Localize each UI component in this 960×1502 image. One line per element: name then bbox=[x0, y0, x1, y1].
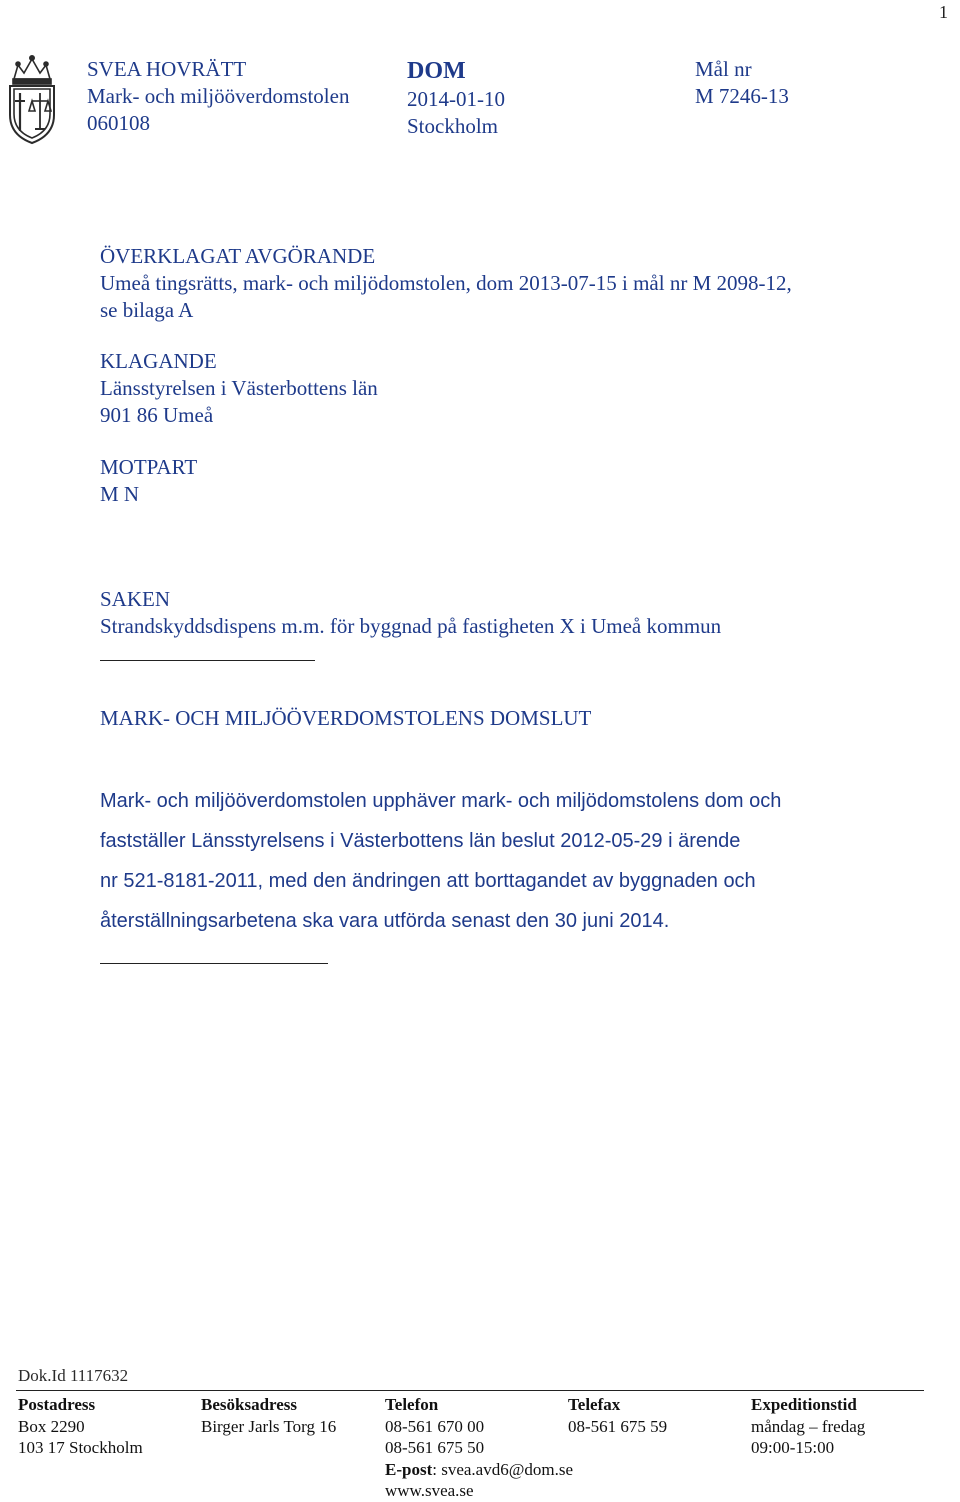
verdict-line: fastställer Länsstyrelsens i Västerbottens län beslut 2012-05-29 i ärende bbox=[100, 830, 741, 852]
footer-hours-days bbox=[751, 1416, 879, 1438]
footer-label: Expeditionstid bbox=[751, 1395, 857, 1414]
divider bbox=[100, 660, 315, 661]
divider bbox=[100, 963, 328, 964]
section-heading: MOTPART bbox=[100, 455, 198, 479]
section-text: Länsstyrelsen i Västerbottens län bbox=[100, 376, 378, 400]
case-label: Mål nr bbox=[695, 57, 752, 81]
footer-value: 08-561 675 50 bbox=[385, 1438, 485, 1457]
footer-label: Postadress bbox=[18, 1395, 96, 1414]
footer-phone bbox=[385, 1394, 573, 1502]
verdict-title: MARK- OCH MILJÖÖVERDOMSTOLENS DOMSLUT bbox=[100, 706, 592, 730]
court-code: 060108 bbox=[87, 111, 150, 135]
document-header bbox=[407, 56, 505, 140]
section-text: Umeå tingsrätts, mark- och miljödomstolen, dom 2013-07-15 i mål nr M 2098-12, bbox=[100, 271, 792, 295]
section-text: Strandskyddsdispens m.m. för byggnad på fastigheten X i Umeå kommun bbox=[100, 614, 722, 638]
email-link[interactable]: svea.avd6@dom.se bbox=[441, 1459, 574, 1479]
footer-label: Besöksadress bbox=[201, 1395, 298, 1414]
footer-value: 08-561 675 59 bbox=[568, 1416, 668, 1436]
document-id: Dok.Id 1117632 bbox=[18, 1366, 129, 1385]
section-counterparty bbox=[100, 454, 197, 508]
verdict-line: återställningsarbetena ska vara utförda senast den 30 juni 2014. bbox=[100, 910, 670, 932]
website-link[interactable]: www.svea.se bbox=[385, 1481, 474, 1500]
verdict-text bbox=[100, 781, 860, 941]
case-header bbox=[695, 56, 789, 110]
section-appealed bbox=[100, 243, 792, 324]
footer-hours bbox=[751, 1394, 879, 1459]
footer-email: E-post: svea.avd6@dom.se bbox=[385, 1459, 574, 1479]
footer-value: 103 17 Stockholm bbox=[18, 1438, 143, 1457]
hours-dash: – bbox=[809, 1416, 818, 1436]
document-date: 2014-01-10 bbox=[407, 87, 505, 111]
court-crest-icon bbox=[2, 53, 62, 147]
court-division: Mark- och miljööverdomstolen bbox=[87, 84, 350, 108]
footer-divider bbox=[16, 1390, 924, 1391]
verdict-line: nr 521-8181-2011, med den ändringen att borttagandet av byggnaden och bbox=[100, 870, 756, 892]
footer-value: Box 2290 bbox=[18, 1416, 85, 1436]
hours-to: fredag bbox=[821, 1416, 866, 1436]
footer-label: Telefax bbox=[568, 1395, 621, 1414]
section-heading: KLAGANDE bbox=[100, 349, 217, 373]
court-header bbox=[87, 56, 349, 137]
footer-label: Telefon bbox=[385, 1395, 439, 1414]
document-type: DOM bbox=[407, 58, 466, 84]
section-heading: ÖVERKLAGAT AVGÖRANDE bbox=[100, 244, 376, 268]
verdict-line: Mark- och miljööverdomstolen upphäver mark- och miljödomstolens dom och bbox=[100, 790, 782, 812]
footer-value: 09:00-15:00 bbox=[751, 1438, 835, 1457]
case-number: M 7246-13 bbox=[695, 84, 789, 108]
footer-value: Birger Jarls Torg 16 bbox=[201, 1416, 337, 1436]
email-label: E-post bbox=[385, 1459, 433, 1479]
document-city: Stockholm bbox=[407, 114, 499, 138]
footer-fax bbox=[568, 1394, 667, 1437]
page-number: 1 bbox=[939, 2, 948, 22]
footer-value: 08-561 670 00 bbox=[385, 1416, 485, 1436]
section-text: se bilaga A bbox=[100, 298, 194, 322]
section-text: M N bbox=[100, 482, 140, 506]
section-matter bbox=[100, 586, 721, 640]
court-name: SVEA HOVRÄTT bbox=[87, 57, 247, 81]
section-appellant bbox=[100, 348, 378, 429]
footer-postal bbox=[18, 1394, 143, 1459]
section-text: 901 86 Umeå bbox=[100, 403, 214, 427]
footer-visit bbox=[201, 1394, 336, 1437]
section-heading: SAKEN bbox=[100, 587, 171, 611]
hours-from: måndag bbox=[751, 1416, 805, 1436]
